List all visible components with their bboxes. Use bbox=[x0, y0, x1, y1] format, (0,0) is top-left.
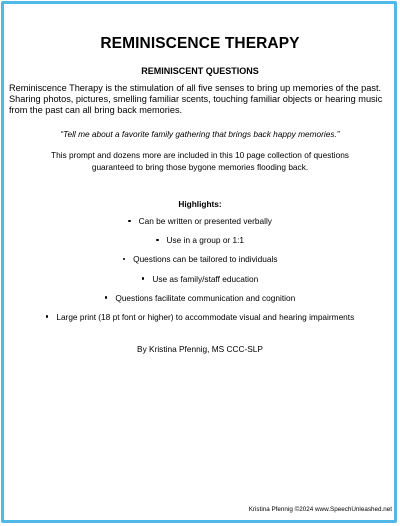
collection-description-line-2: guaranteed to bring those bygone memories flooding back. bbox=[91, 162, 309, 172]
bullet-icon bbox=[142, 277, 145, 280]
highlight-item bbox=[0, 312, 400, 331]
highlight-item bbox=[0, 235, 400, 254]
document-subtitle: REMINISCENT QUESTIONS bbox=[141, 66, 259, 76]
bullet-icon bbox=[105, 296, 108, 299]
highlight-text: Use as family/staff education bbox=[152, 273, 259, 284]
bullet-icon bbox=[46, 315, 49, 318]
sample-question-quote: “Tell me about a favorite family gathering that brings back happy memories.” bbox=[60, 129, 340, 139]
bullet-icon bbox=[156, 239, 159, 242]
intro-paragraph: Reminiscence Therapy is the stimulation of all five senses to bring up memories of the past. Sharing photos, pictures, smelling familiar scents, touching familiar objects or hearing music from the past can all bring back memories. bbox=[9, 83, 383, 115]
highlight-item bbox=[0, 274, 400, 293]
document-title: REMINISCENCE THERAPY bbox=[100, 35, 300, 52]
highlight-text: Large print (18 pt font or higher) to accommodate visual and hearing impairments bbox=[56, 311, 355, 322]
highlight-item bbox=[0, 254, 400, 273]
highlight-item bbox=[0, 293, 400, 312]
highlight-text: Use in a group or 1:1 bbox=[166, 235, 245, 246]
highlight-text: Questions facilitate communication and cognition bbox=[115, 292, 296, 303]
bullet-icon bbox=[123, 258, 126, 261]
collection-description bbox=[20, 149, 380, 173]
highlight-text: Can be written or presented verbally bbox=[138, 216, 272, 226]
bullet-icon bbox=[128, 220, 131, 223]
collection-description-line-1: This prompt and dozens more are included in this 10 page collection of questions bbox=[51, 150, 349, 160]
highlights-list bbox=[0, 216, 400, 331]
highlights-heading: Highlights: bbox=[178, 199, 222, 209]
author-byline: By Kristina Pfennig, MS CCC-SLP bbox=[137, 344, 263, 354]
copyright-footer: Kristina Pfennig ©2024 www.SpeechUnleashed.net bbox=[248, 506, 392, 513]
highlight-text: Questions can be tailored to individuals bbox=[133, 254, 278, 265]
highlight-item bbox=[0, 216, 400, 235]
